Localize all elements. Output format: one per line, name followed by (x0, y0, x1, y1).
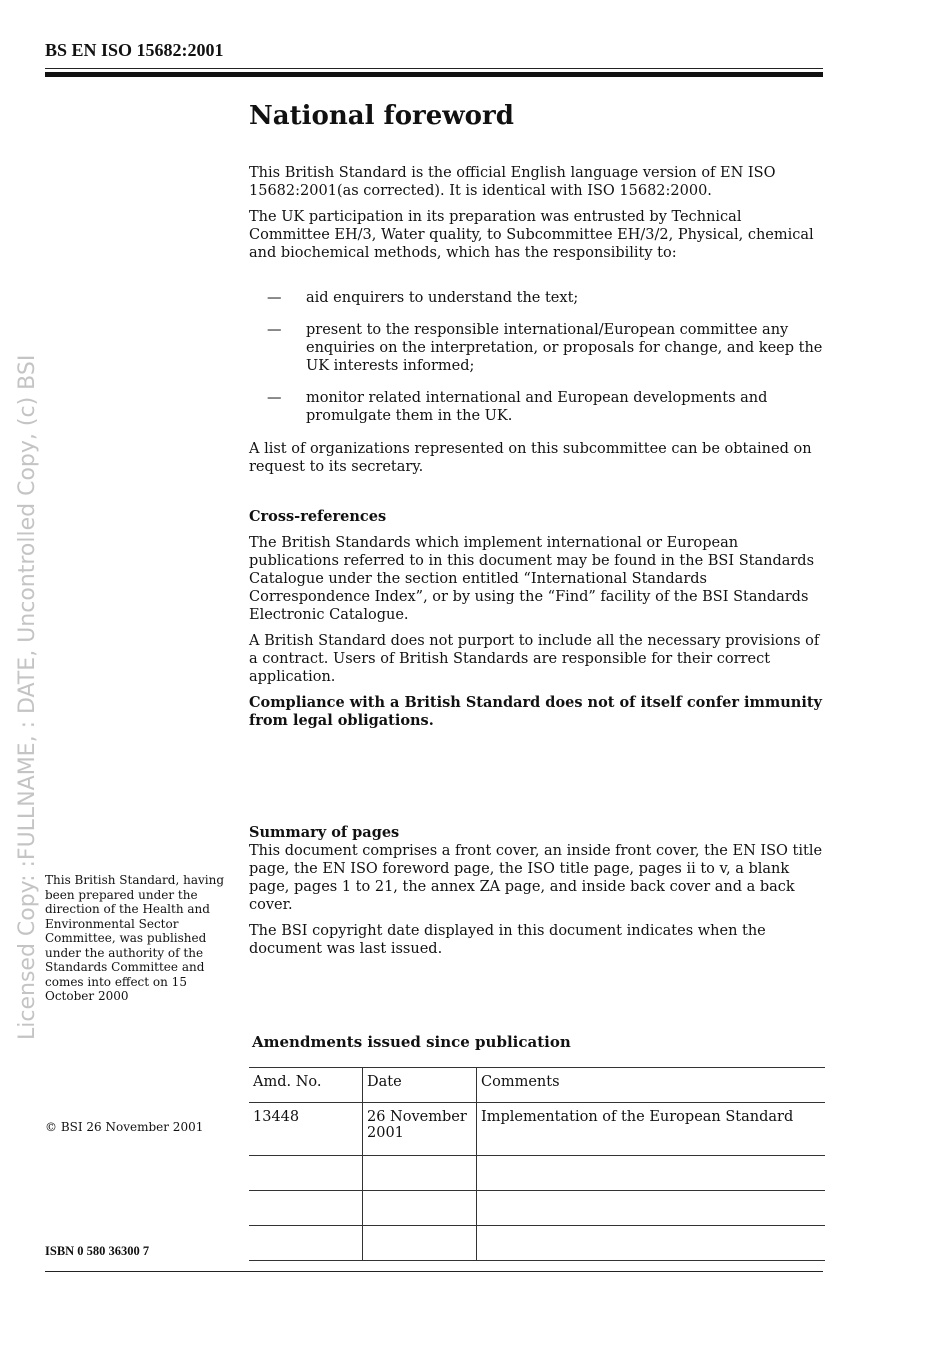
header-rule-thick (45, 72, 823, 77)
table-header-row (249, 1068, 825, 1103)
cross-references-paragraph-2: A British Standard does not purport to include all the necessary provisions of a contract. Users of British Standards are responsible for their correct application. (249, 633, 820, 685)
table-cell-date: 26 November 2001 (363, 1103, 477, 1156)
column-header-amd-no: Amd. No. (249, 1068, 363, 1103)
dash-bullet: — (267, 390, 282, 406)
table-row (249, 1103, 825, 1156)
header-rule-thin (45, 68, 823, 69)
table-cell-amd-no: 13448 (249, 1103, 363, 1156)
summary-section (249, 824, 824, 966)
amendments-table-wrapper (249, 1067, 825, 1261)
dash-bullet: — (267, 322, 282, 338)
intro-paragraph-1: This British Standard is the official English language version of EN ISO 15682:2001(as corrected). It is identical with ISO 15682:2000. (249, 165, 776, 199)
list-item-text: monitor related international and European developments and promulgate them in the UK. (306, 390, 768, 424)
table-cell-date (363, 1156, 477, 1191)
table-cell-amd-no (249, 1226, 363, 1261)
list-item-text: present to the responsible international/European committee any enquiries on the interpretation, or proposals for change, and keep the UK interests informed; (306, 322, 823, 374)
intro-paragraph-2: The UK participation in its preparation was entrusted by Technical Committee EH/3, Water quality, to Subcommittee EH/3/2, Physical, chemical and biochemical methods, which has the responsibility to: (249, 209, 814, 261)
watermark-text: Licensed Copy: :FULLNAME, : DATE, Uncontrolled Copy, (c) BSI (15, 354, 40, 1040)
page-title: National foreword (249, 101, 514, 131)
cross-references-section (249, 508, 824, 738)
organizations-note: A list of organizations represented on this subcommittee can be obtained on request to its secretary. (249, 441, 812, 475)
cross-references-heading: Cross-references (249, 508, 387, 525)
table-cell-date (363, 1191, 477, 1226)
table-row (249, 1156, 825, 1191)
table-cell-amd-no (249, 1156, 363, 1191)
amendments-heading: Amendments issued since publication (252, 1033, 571, 1051)
column-header-date: Date (363, 1068, 477, 1103)
table-cell-comments (477, 1156, 826, 1191)
table-cell-comments: Implementation of the European Standard (477, 1103, 826, 1156)
summary-heading: Summary of pages (249, 824, 400, 841)
list-item-text: aid enquirers to understand the text; (306, 290, 579, 306)
summary-paragraph-2: The BSI copyright date displayed in this document indicates when the document was last issued. (249, 923, 766, 957)
summary-paragraph-1: This document comprises a front cover, an inside front cover, the EN ISO title page, the EN ISO foreword page, the ISO title page, pages ii to v, a blank page, pages 1 to 21, the annex ZA page, and inside back cover and a back cover. (249, 843, 823, 913)
document-id-header: BS EN ISO 15682:2001 (45, 40, 224, 60)
responsibility-list (249, 289, 824, 439)
copyright-notice: © BSI 26 November 2001 (45, 1120, 204, 1134)
cross-references-paragraph-1: The British Standards which implement international or European publications referred to in this document may be found in the BSI Standards Catalogue under the section entitled “International Standards Correspondence Index”, or by using the “Find” facility of the BSI Standards Electronic Catalogue. (249, 535, 815, 623)
amendments-table (249, 1067, 825, 1261)
table-row (249, 1226, 825, 1261)
intro-section (249, 164, 824, 270)
column-header-comments: Comments (477, 1068, 826, 1103)
table-cell-comments (477, 1191, 826, 1226)
isbn: ISBN 0 580 36300 7 (45, 1244, 150, 1258)
table-row (249, 1191, 825, 1226)
sidebar-note: This British Standard, having been prepared under the direction of the Health and Environmental Sector Committee, was published under the authority of the Standards Committee and comes into effect on 15 October 2000 (45, 873, 225, 1003)
table-cell-date (363, 1226, 477, 1261)
table-cell-comments (477, 1226, 826, 1261)
compliance-statement: Compliance with a British Standard does not of itself confer immunity from legal obligations. (249, 694, 822, 729)
list-item (249, 289, 824, 307)
list-item (249, 321, 824, 375)
footer-rule (45, 1271, 823, 1272)
table-cell-amd-no (249, 1191, 363, 1226)
list-item (249, 389, 824, 425)
dash-bullet: — (267, 290, 282, 306)
